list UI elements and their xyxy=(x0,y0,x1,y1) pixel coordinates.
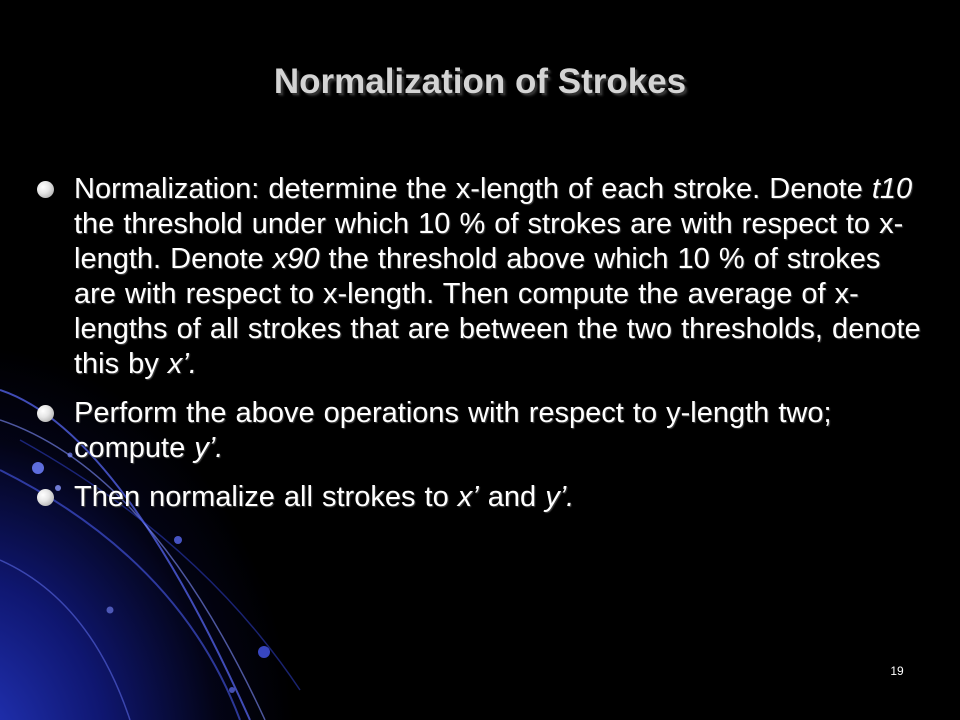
bullet-text: and xyxy=(478,481,546,513)
bullet-text-italic: t10 xyxy=(871,173,913,205)
page-number: 19 xyxy=(890,664,904,678)
sphere-bullet-icon xyxy=(37,405,54,422)
bullet-text-italic: x’. xyxy=(167,348,197,380)
bullet-text: Normalization: determine the x-length of each stroke. Denote xyxy=(74,173,872,205)
bullet-list xyxy=(34,172,924,529)
decor-arc-5 xyxy=(0,560,130,720)
decor-dot-5 xyxy=(258,646,270,658)
decor-dot-6 xyxy=(229,687,235,693)
slide-title: Normalization of Strokes xyxy=(273,62,687,101)
bullet-text-italic: y’. xyxy=(545,481,575,513)
sphere-bullet-icon xyxy=(37,489,54,506)
bullet-item-2 xyxy=(34,396,924,466)
sphere-bullet-icon xyxy=(37,181,54,198)
bullet-text: Perform the above operations with respect to y-length two; compute xyxy=(74,397,832,464)
bullet-text: the threshold above which 10 % of strokes are with respect to x-length. Then compute the average of x-lengths of all strokes that are between the two thresholds, denote this by xyxy=(74,243,921,380)
bullet-item-1 xyxy=(34,172,924,382)
bullet-text-italic: x90 xyxy=(272,243,320,275)
decor-dot-7 xyxy=(107,607,114,614)
bullet-text: the threshold under which 10 % of strokes are with respect to x-length. Denote xyxy=(74,208,904,275)
bullet-text-italic: y’. xyxy=(194,432,224,464)
decor-dot-4 xyxy=(174,536,182,544)
bullet-text: Then normalize all strokes to xyxy=(74,481,458,513)
bullet-item-3 xyxy=(34,480,924,515)
bullet-text-italic: x’ xyxy=(457,481,479,513)
